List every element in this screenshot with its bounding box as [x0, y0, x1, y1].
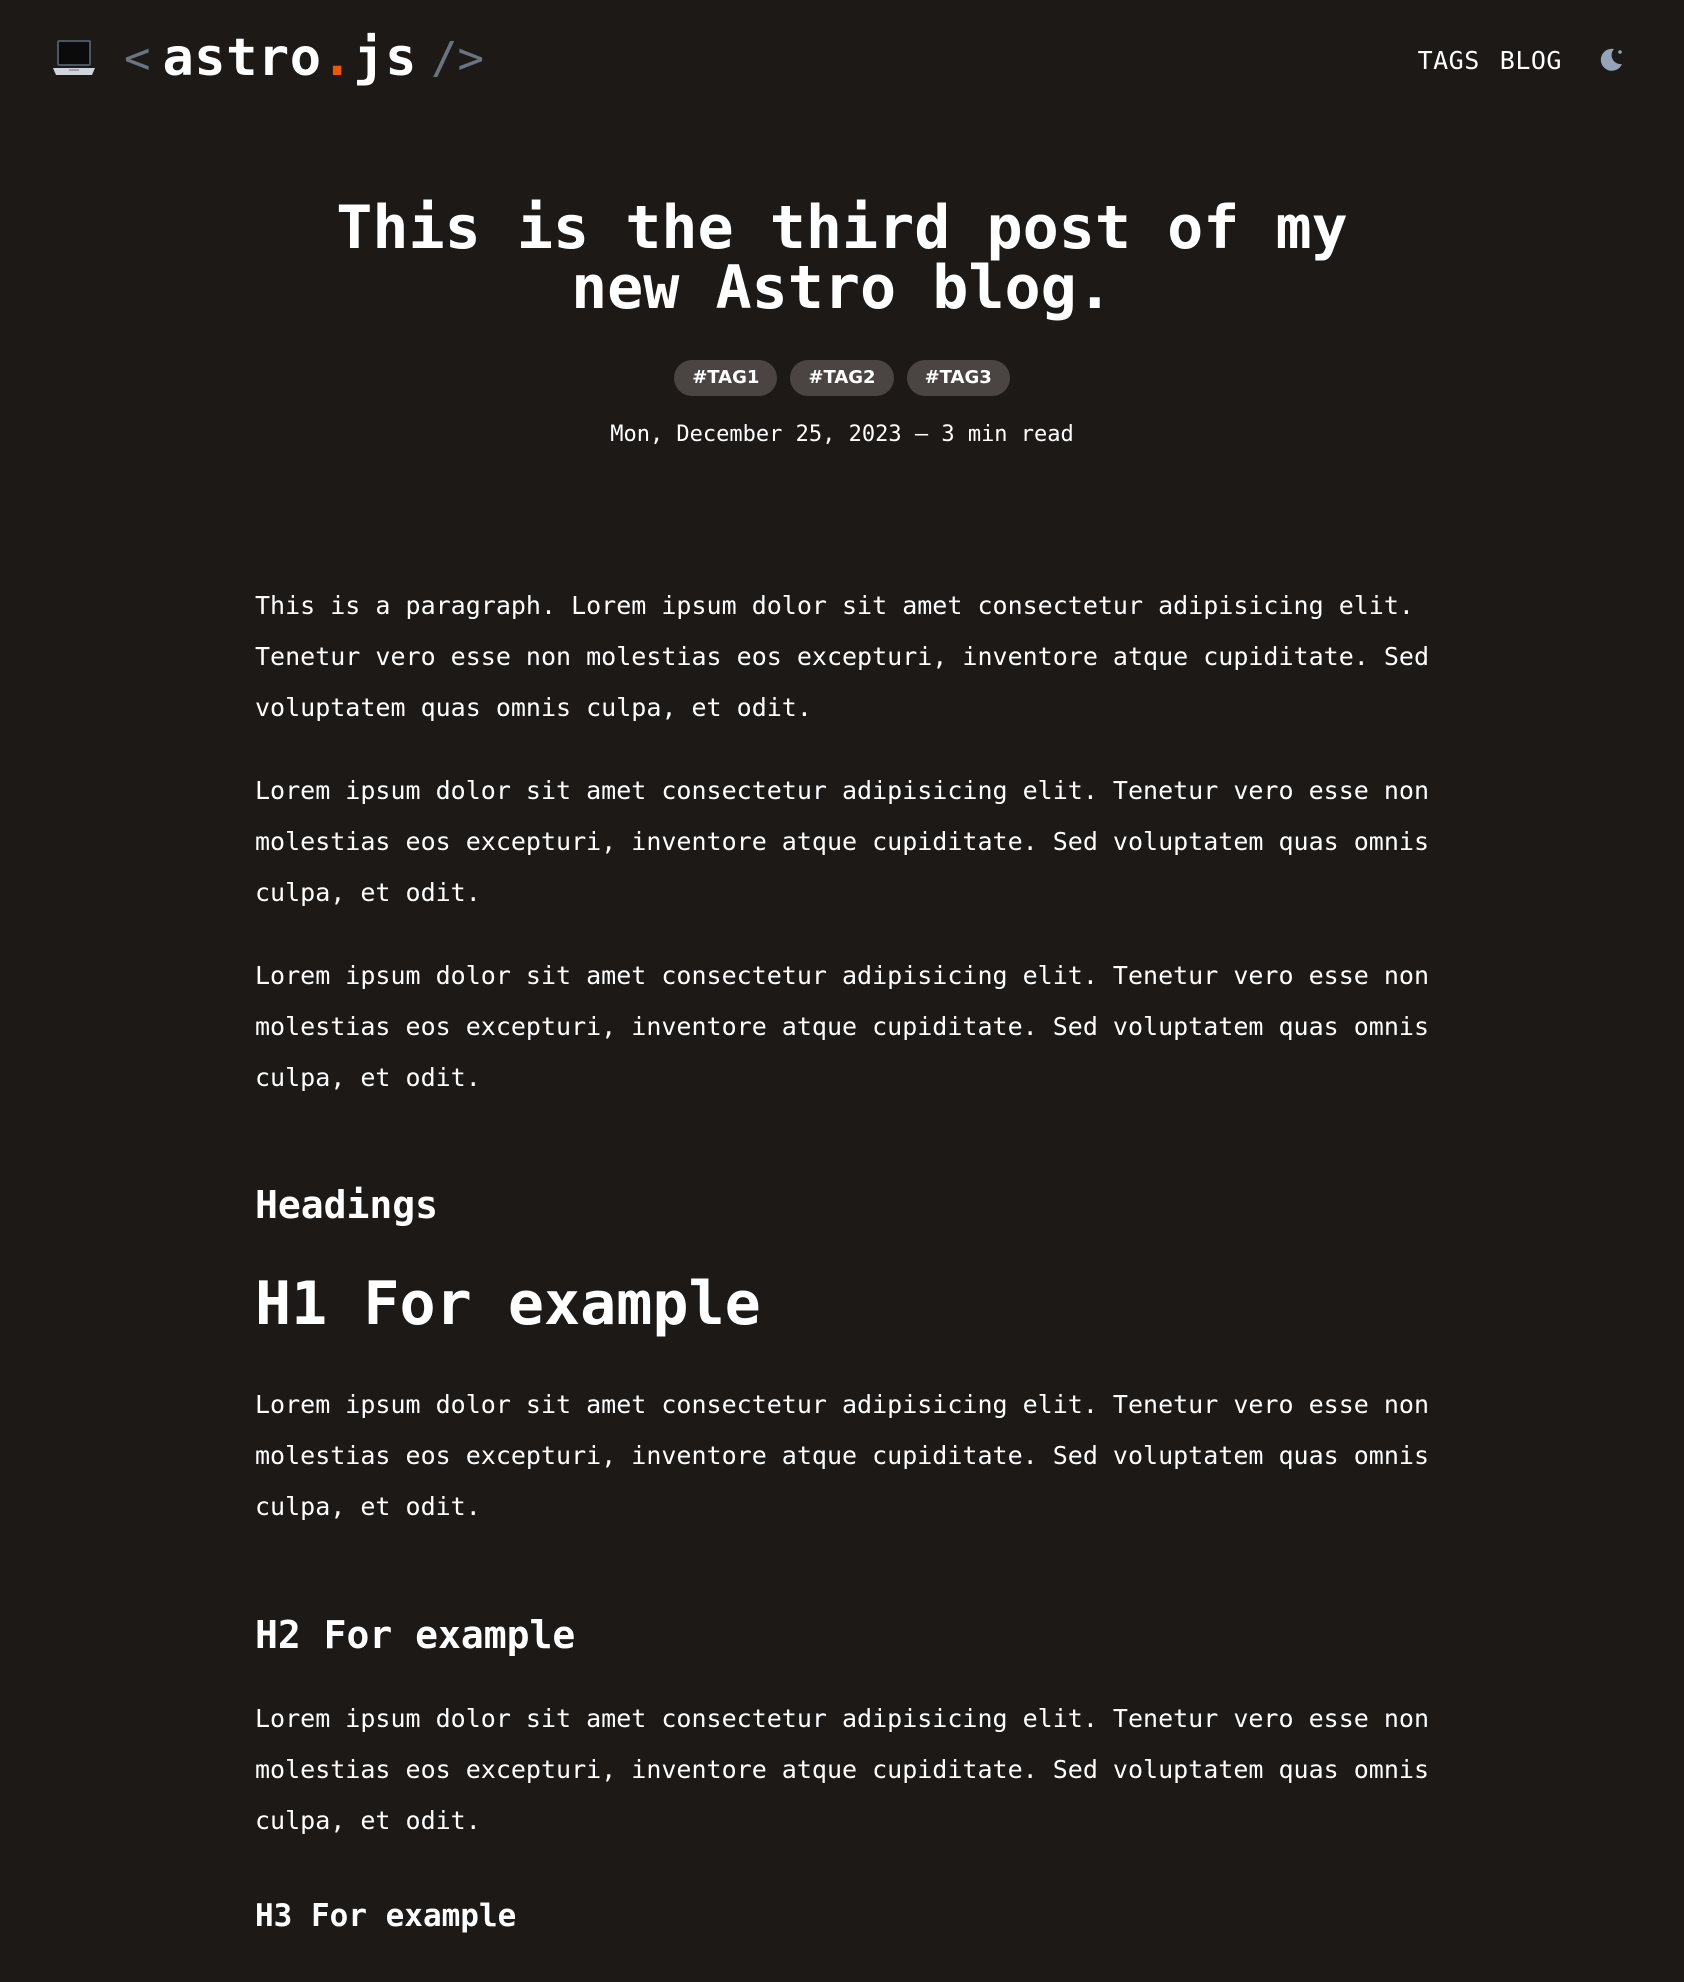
post-meta: Mon, December 25, 2023 — 3 min read	[610, 422, 1074, 447]
brand-close-bracket: />	[430, 32, 484, 84]
main-nav	[1398, 38, 1626, 82]
brand-dot: .	[321, 28, 354, 88]
paragraph: Lorem ipsum dolor sit amet consectetur adipisicing elit. Tenetur vero esse non molestias eos excepturi, inventore atque cupiditate. Sed voluptatem quas omnis culpa, et odit.	[255, 1390, 1429, 1521]
nav-tags-link[interactable]: TAGS	[1417, 45, 1480, 75]
nav-blog-link[interactable]: BLOG	[1499, 45, 1562, 75]
site-header	[0, 0, 1684, 120]
brand-name	[163, 28, 417, 88]
h3-example: H3 For example	[255, 1898, 517, 1934]
tag-link[interactable]: #TAG1	[674, 360, 777, 396]
paragraph: Lorem ipsum dolor sit amet consectetur adipisicing elit. Tenetur vero esse non molestias eos excepturi, inventore atque cupiditate. Sed voluptatem quas omnis culpa, et odit.	[255, 776, 1429, 907]
tag-link[interactable]: #TAG2	[790, 360, 893, 396]
brand-name-part1: astro	[162, 28, 322, 88]
tag-link[interactable]: #TAG3	[907, 360, 1010, 396]
moon-icon	[1596, 60, 1626, 79]
paragraph: Lorem ipsum dolor sit amet consectetur adipisicing elit. Tenetur vero esse non molestias eos excepturi, inventore atque cupiditate. Sed voluptatem quas omnis culpa, et odit.	[255, 1704, 1429, 1835]
paragraph: Lorem ipsum dolor sit amet consectetur adipisicing elit. Tenetur vero esse non molestias eos excepturi, inventore atque cupiditate. Sed voluptatem quas omnis culpa, et odit.	[255, 961, 1429, 1092]
headings-section-title: Headings	[255, 1183, 439, 1227]
tag-list	[0, 360, 1684, 396]
post-title: This is the third post of my new Astro blog.	[336, 193, 1348, 323]
h1-example: H1 For example	[255, 1269, 761, 1339]
brand-open-bracket: <	[124, 32, 151, 84]
theme-toggle-button[interactable]	[1596, 45, 1626, 75]
laptop-icon	[50, 34, 98, 82]
article-body	[255, 580, 1435, 1936]
h2-example: H2 For example	[255, 1613, 576, 1657]
site-logo-link[interactable]	[50, 30, 484, 86]
paragraph: This is a paragraph. Lorem ipsum dolor sit amet consectetur adipisicing elit. Tenetur vero esse non molestias eos excepturi, inventore atque cupiditate. Sed voluptatem quas omnis culpa, et odit.	[255, 591, 1429, 722]
brand-name-part2: js	[353, 28, 417, 88]
